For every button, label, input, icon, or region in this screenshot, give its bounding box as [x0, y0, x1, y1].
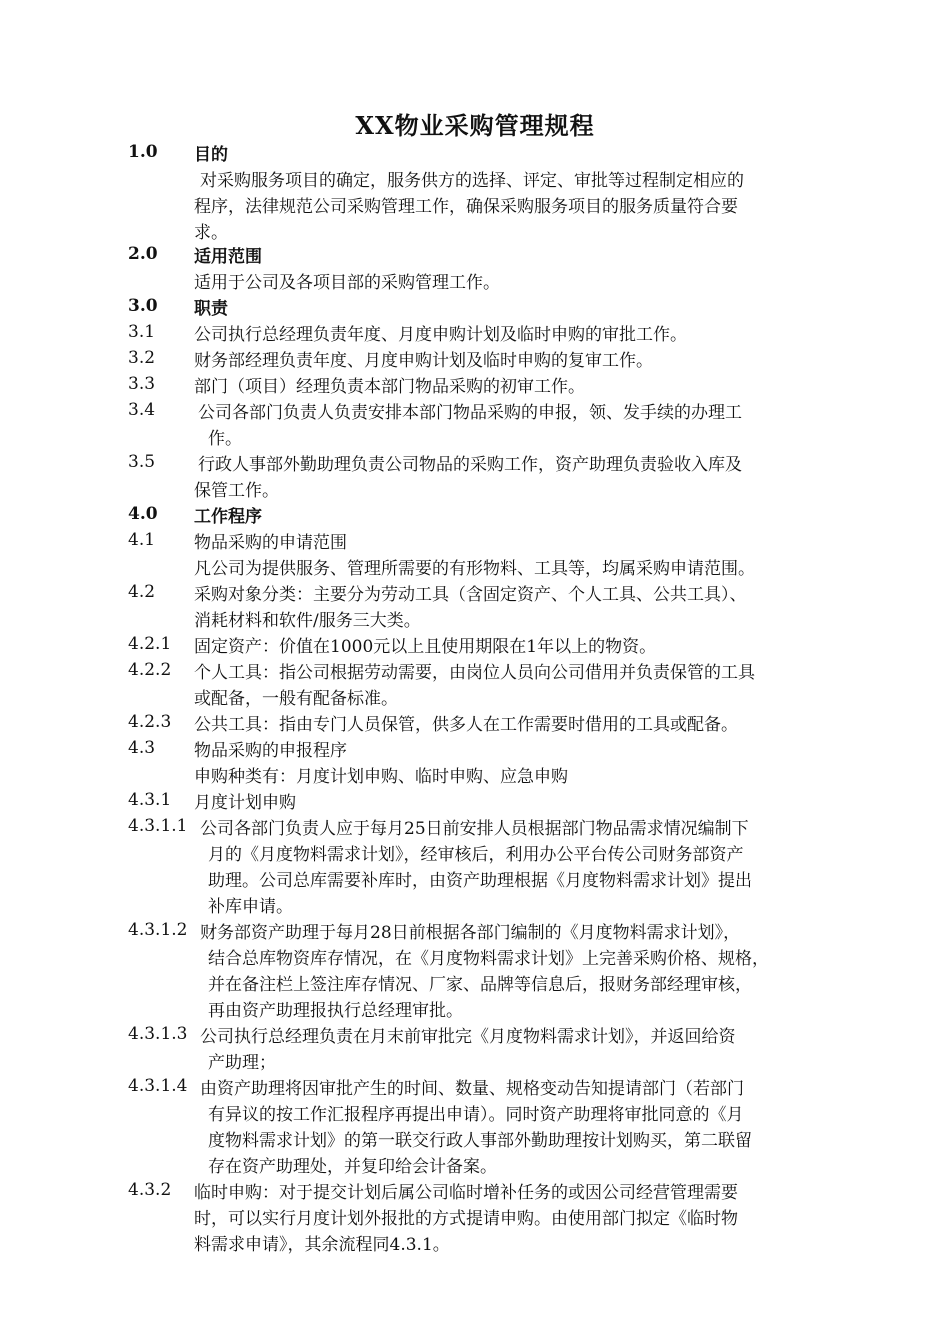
- clause-text: [194, 764, 848, 790]
- clause-text: [194, 556, 848, 582]
- clause-number: 4.3: [128, 738, 156, 758]
- clause-number: 3.3: [128, 374, 156, 394]
- text-line: 有异议的按工作汇报程序再提出申请）。同时资产助理将审批同意的《月: [208, 1105, 744, 1125]
- text-line: 作。: [208, 429, 242, 449]
- text-line: 公司执行总经理负责年度、月度申购计划及临时申购的审批工作。: [194, 325, 687, 345]
- clause-number: 3.5: [128, 452, 156, 472]
- text-line: 财务部资产助理于每月28日前根据各部门编制的《月度物料需求计划》，: [200, 923, 741, 943]
- text-line: 公司各部门负责人负责安排本部门物品采购的申报，领、发手续的办理工: [198, 403, 742, 423]
- clause-number: 4.2.3: [128, 712, 172, 732]
- clause-number: 4.2.2: [128, 660, 172, 680]
- text-line: 适用于公司及各项目部的采购管理工作。: [194, 273, 500, 293]
- clause-text: [200, 1024, 848, 1076]
- clause-text: [194, 738, 848, 764]
- text-line: 助理。公司总库需要补库时，由资产助理根据《月度物料需求计划》提出: [208, 871, 752, 891]
- clause-text: [200, 1076, 848, 1180]
- clause-text: [194, 348, 848, 374]
- text-line: 求。: [194, 223, 228, 243]
- clause-number: 4.3.1.1: [128, 816, 188, 836]
- text-line: 存在资产助理处，并复印给会计备案。: [208, 1157, 497, 1177]
- clause-number: 4.3.1.4: [128, 1076, 188, 1096]
- text-line: 财务部经理负责年度、月度申购计划及临时申购的复审工作。: [194, 351, 653, 371]
- clause-number: 1.0: [128, 142, 158, 162]
- clause-number: 3.4: [128, 400, 156, 420]
- text-line: 或配备，一般有配备标准。: [194, 689, 398, 709]
- text-line: 时，可以实行月度计划外报批的方式提请申购。由使用部门拟定《临时物: [194, 1209, 738, 1229]
- text-line: 物品采购的申报程序: [194, 741, 347, 761]
- clause-text: [194, 142, 848, 168]
- text-line: 公司各部门负责人应于每月25日前安排人员根据部门物品需求情况编制下: [200, 819, 749, 839]
- clause-text: [194, 530, 848, 556]
- text-line: 产助理；: [208, 1053, 276, 1073]
- clause-text: [194, 244, 848, 270]
- clause-number: 4.2.1: [128, 634, 172, 654]
- clause-text: [194, 270, 848, 296]
- text-line: 个人工具：指公司根据劳动需要，由岗位人员向公司借用并负责保管的工具: [194, 663, 755, 683]
- clause-number: 4.2: [128, 582, 156, 602]
- clause-number: 4.3.1: [128, 790, 172, 810]
- clause-number: 3.0: [128, 296, 158, 316]
- text-line: 凡公司为提供服务、管理所需要的有形物料、工具等，均属采购申请范围。: [194, 559, 755, 579]
- clause-text: [194, 322, 848, 348]
- clause-text: [198, 400, 848, 452]
- clause-text: [194, 296, 848, 322]
- clause-text: [194, 790, 848, 816]
- text-line: 适用范围: [194, 247, 262, 267]
- text-line: 对采购服务项目的确定，服务供方的选择、评定、审批等过程制定相应的: [200, 171, 744, 191]
- clause-number: 2.0: [128, 244, 158, 264]
- text-line: 工作程序: [194, 507, 262, 527]
- document-title: XX物业采购管理规程: [355, 111, 595, 140]
- text-line: 采购对象分类：主要分为劳动工具（含固定资产、个人工具、公共工具）、: [194, 585, 747, 605]
- text-line: 再由资产助理报执行总经理审批。: [208, 1001, 463, 1021]
- clause-text: [200, 816, 848, 920]
- text-line: 料需求申请》，其余流程同4.3.1。: [194, 1235, 450, 1255]
- text-line: 并在备注栏上签注库存情况、厂家、品牌等信息后，报财务部经理审核，: [208, 975, 752, 995]
- text-line: 公司执行总经理负责在月末前审批完《月度物料需求计划》，并返回给资: [200, 1027, 736, 1047]
- text-line: 公共工具：指由专门人员保管，供多人在工作需要时借用的工具或配备。: [194, 715, 738, 735]
- clause-number: 4.0: [128, 504, 158, 524]
- clause-text: [194, 634, 848, 660]
- text-line: 结合总库物资库存情况，在《月度物料需求计划》上完善采购价格、规格，: [208, 949, 769, 969]
- clause-number: 3.1: [128, 322, 156, 342]
- clause-text: [194, 712, 848, 738]
- clause-text: [194, 168, 848, 246]
- clause-number: 4.3.1.2: [128, 920, 188, 940]
- clause-text: [194, 1180, 848, 1258]
- text-line: 由资产助理将因审批产生的时间、数量、规格变动告知提请部门（若部门: [200, 1079, 744, 1099]
- clause-number: 4.3.1.3: [128, 1024, 188, 1044]
- text-line: 部门（项目）经理负责本部门物品采购的初审工作。: [194, 377, 585, 397]
- text-line: 度物料需求计划》的第一联交行政人事部外勤助理按计划购买，第二联留: [208, 1131, 752, 1151]
- text-line: 职责: [194, 299, 228, 319]
- clause-text: [194, 374, 848, 400]
- clause-number: 4.1: [128, 530, 156, 550]
- text-line: 物品采购的申请范围: [194, 533, 347, 553]
- text-line: 月度计划申购: [194, 793, 296, 813]
- clause-number: 3.2: [128, 348, 156, 368]
- text-line: 补库申请。: [208, 897, 293, 917]
- text-line: 保管工作。: [194, 481, 279, 501]
- clause-text: [194, 504, 848, 530]
- text-line: 申购种类有：月度计划申购、临时申购、应急申购: [194, 767, 568, 787]
- text-line: 行政人事部外勤助理负责公司物品的采购工作，资产助理负责验收入库及: [198, 455, 742, 475]
- clause-text: [200, 920, 848, 1024]
- clause-text: [194, 582, 848, 634]
- text-line: 临时申购：对于提交计划后属公司临时增补任务的或因公司经营管理需要: [194, 1183, 738, 1203]
- clause-text: [194, 452, 848, 504]
- text-line: 程序，法律规范公司采购管理工作，确保采购服务项目的服务质量符合要: [194, 197, 738, 217]
- clause-number: 4.3.2: [128, 1180, 172, 1200]
- clause-text: [194, 660, 848, 712]
- text-line: 消耗材料和软件/服务三大类。: [194, 611, 421, 631]
- text-line: 月的《月度物料需求计划》，经审核后，利用办公平台传公司财务部资产: [208, 845, 744, 865]
- text-line: 固定资产：价值在1000元以上且使用期限在1年以上的物资。: [194, 637, 657, 657]
- text-line: 目的: [194, 145, 228, 165]
